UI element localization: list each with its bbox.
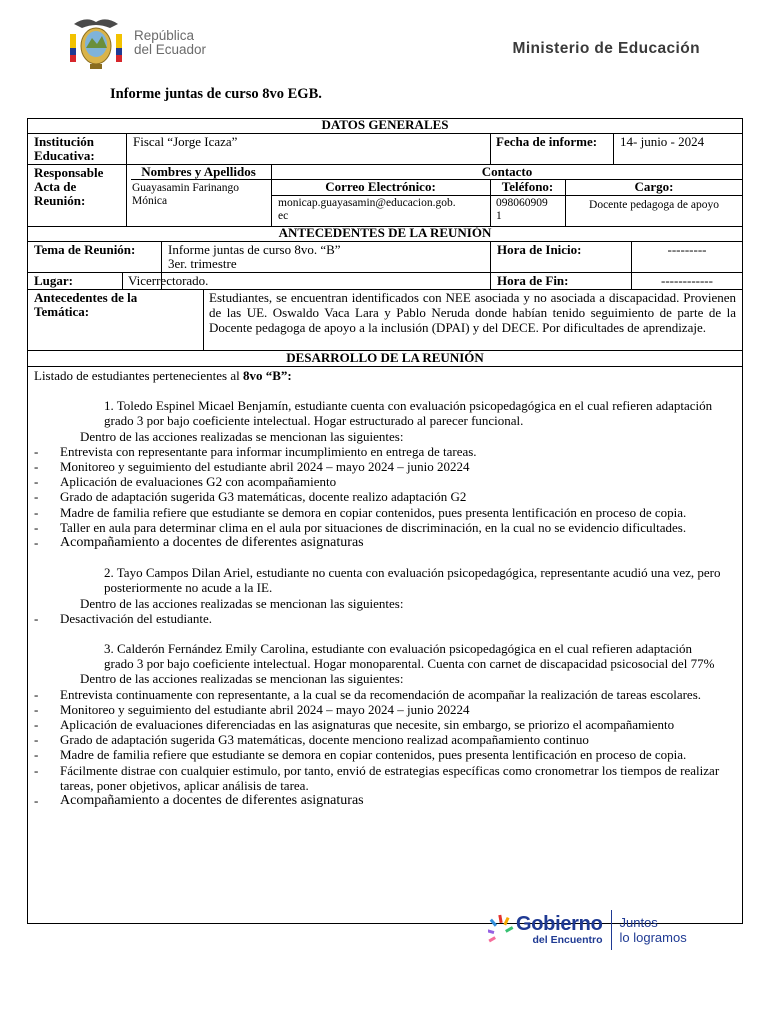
end-time-value: ------------ [661,273,713,288]
slogan-line2: lo logramos [619,930,687,945]
development-intro: Listado de estudiantes pertenecientes al 8vo “B”: [34,368,292,383]
gobierno-main-text: Gobierno [516,913,603,935]
list-item: - Grado de adaptación sugerida G3 matemáticas, docente menciono realizad acompañamiento continuo [34,732,589,748]
development-body [34,368,724,808]
responsible-name: Guayasamin Farinango Mónica [132,182,239,207]
list-item: - Entrevista con representante para informar incumplimiento en entrega de tareas. [34,443,477,459]
place-label: Lugar: [34,273,73,288]
background-section-title: ANTECEDENTES DE LA REUNIÓN [278,225,492,240]
start-time-value: --------- [667,242,707,257]
topic-label: Tema de Reunión: [34,242,136,257]
institution-value: Fiscal “Jorge Icaza” [133,134,238,149]
student-3-text: 3. Calderón Fernández Emily Carolina, estudiante con evaluación psicopedagógica en el cual refieren adaptación grado 3 por bajo coeficiente intelectual. Hogar monoparental. Cuenta con carnet de discapacidad psicosocial del 77% [104,641,715,672]
general-section-title: DATOS GENERALES [321,117,449,132]
topic-value: Informe juntas de curso 8vo. “B” 3er. trimestre [168,242,341,271]
report-date-label: Fecha de informe: [496,134,598,149]
list-item: - Taller en aula para determinar clima en el aula por situaciones de discriminación, en la cual no se evidencio dificultades. [34,519,687,535]
list-item: - Madre de familia refiere que estudiante se demora en copiar contenidos, pues presenta lentificación en proceso de copia. [34,747,687,763]
student-1-actions [34,444,724,550]
gobierno-burst-icon [488,913,514,947]
student-1-text: 1. Toledo Espinel Micael Benjamín, estudiante cuenta con evaluación psicopedagógica en el cual refieren adaptación grado 3 por bajo coeficiente intelectual. Hogar estructurado al parecer funcional. [104,398,713,429]
gobierno-logo [488,910,687,950]
republic-line1: República [134,28,195,43]
list-item: - Entrevista continuamente con representante, a la cual se da recomendación de acompañar la realización de tareas escolares. [34,686,702,702]
student-3-actions [34,687,724,809]
responsible-label: Responsable Acta de Reunión: [34,165,104,208]
institution-label: Institución Educativa: [34,134,95,163]
phone-header: Teléfono: [501,179,554,194]
email-header: Correo Electrónico: [325,179,436,194]
responsible-phone: 098060909 1 [496,197,548,222]
responsible-role: Docente pedagoga de apoyo [589,199,719,211]
contact-header: Contacto [481,164,533,179]
report-date-value: 14- junio - 2024 [620,134,705,149]
list-item: - Grado de adaptación sugerida G3 matemáticas, docente realizo adaptación G2 [34,489,467,505]
list-item: - Madre de familia refiere que estudiante se demora en copiar contenidos, pues presenta lentificación en proceso de copia. [34,504,687,520]
theme-text: Estudiantes, se encuentran identificados con NEE asociada y no asociada a discapacidad. Provienen de las UE. Oswaldo Vaca Lara y Pablo Neruda donde habían tenido seguimiento de parte de la Docente pedagoga de apoyo a la inclusión (DPAI) y del DECE. Por dificultades de aprendizaje. [209,290,736,335]
list-item: - Aplicación de evaluaciones diferenciadas en las asignaturas que necesite, sin embargo, se priorizo el acompañamiento [34,717,675,733]
slogan-line1: Juntos [619,915,658,930]
list-item: - Monitoreo y seguimiento del estudiante abril 2024 – mayo 2024 – junio 20224 [34,459,470,475]
student-1-actions-intro: Dentro de las acciones realizadas se mencionan las siguientes: [80,428,404,444]
theme-label: Antecedentes de la Temática: [34,290,138,319]
list-item: - Acompañamiento a docentes de diferentes asignaturas [34,793,364,809]
student-2-actions-intro: Dentro de las acciones realizadas se mencionan las siguientes: [80,595,404,611]
coat-of-arms-icon [66,14,126,72]
student-3-actions-intro: Dentro de las acciones realizadas se mencionan las siguientes: [80,671,404,687]
gobierno-sub-text: del Encuentro [532,934,603,946]
republic-logo [66,14,206,72]
development-section-title: DESARROLLO DE LA REUNIÓN [286,350,484,365]
list-item: - Monitoreo y seguimiento del estudiante abril 2024 – mayo 2024 – junio 20224 [34,701,470,717]
responsible-email: monicap.guayasamin@educacion.gob. ec [278,197,456,222]
list-item: - Fácilmente distrae con cualquier estimulo, por tanto, envió de estrategias específicas como cronometrar los tiempos de realizar tareas, poner objetivos, aplicar análisis de tarea. [34,762,720,793]
document-title: Informe juntas de curso 8vo EGB. [110,86,322,102]
role-header: Cargo: [634,179,674,194]
student-2-actions [34,611,724,626]
start-time-label: Hora de Inicio: [497,242,582,257]
list-item: - Acompañamiento a docentes de diferentes asignaturas [34,535,364,551]
end-time-label: Hora de Fin: [497,273,569,288]
ministry-name: Ministerio de Educación [512,40,700,57]
list-item: - Aplicación de evaluaciones G2 con acompañamiento [34,474,337,490]
names-header: Nombres y Apellidos [141,164,256,179]
student-2-text: 2. Tayo Campos Dilan Ariel, estudiante no cuenta con evaluación psicopedagógica, representante acudió una vez, pero posteriormente no acude a la IE. [104,565,721,596]
list-item: - Desactivación del estudiante. [34,610,212,626]
republic-line2: del Ecuador [134,42,207,57]
place-value: Vicerrectorado. [128,273,209,288]
